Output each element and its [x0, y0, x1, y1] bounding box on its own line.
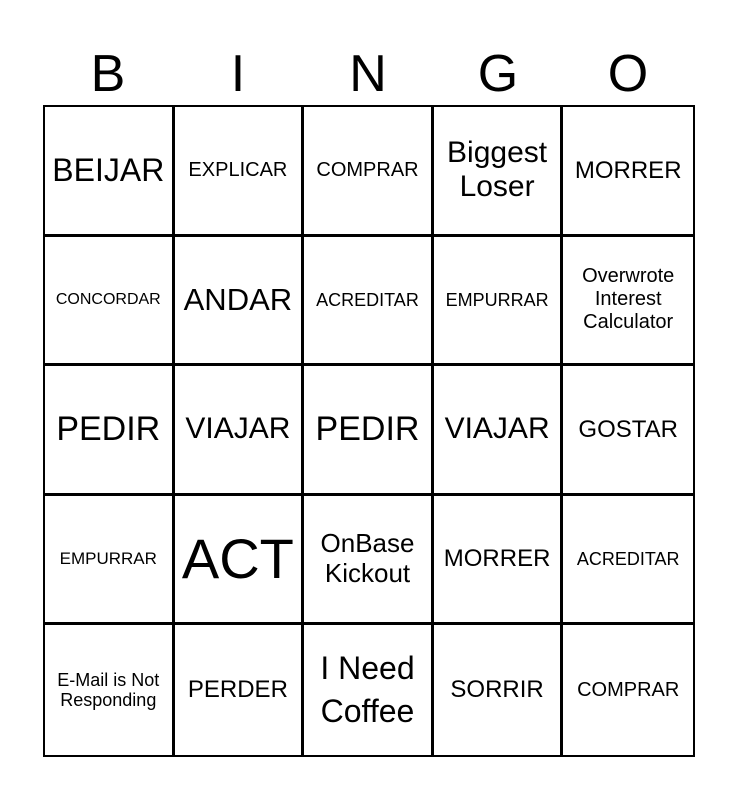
bingo-cell[interactable] — [304, 366, 434, 496]
header-letter-g: G — [477, 45, 519, 103]
bingo-cell[interactable] — [304, 496, 434, 626]
cell-label: EMPURRAR — [445, 289, 549, 310]
cell-label: GOSTAR — [578, 415, 678, 443]
cell-label: OnBase Kickout — [320, 528, 415, 589]
cell-label: COMPRAR — [577, 678, 680, 701]
cell-label: ACREDITAR — [576, 548, 680, 569]
cell-label: ACREDITAR — [316, 289, 419, 310]
bingo-cell[interactable] — [175, 496, 305, 626]
cell-label: BEIJAR — [52, 151, 165, 188]
cell-label: ACT — [181, 527, 294, 591]
cell-label: EMPURRAR — [59, 549, 157, 569]
bingo-cell[interactable] — [175, 107, 305, 237]
bingo-cell[interactable] — [175, 237, 305, 367]
cell-label: VIAJAR — [185, 412, 291, 446]
bingo-cell[interactable] — [45, 496, 175, 626]
cell-label: Overwrote Interest Calculator — [582, 265, 675, 334]
header-letter-b: B — [90, 45, 126, 103]
bingo-card-grid — [43, 105, 695, 757]
cell-label: I Need Coffee — [320, 650, 415, 730]
cell-label: EXPLICAR — [188, 158, 288, 181]
bingo-header — [43, 44, 693, 104]
bingo-cell[interactable] — [304, 107, 434, 237]
bingo-cell[interactable] — [45, 237, 175, 367]
cell-label: MORRER — [574, 156, 682, 184]
cell-label: ANDAR — [183, 282, 293, 318]
bingo-cell[interactable] — [434, 237, 564, 367]
cell-label: PEDIR — [56, 410, 161, 449]
bingo-cell[interactable] — [563, 366, 693, 496]
bingo-cell[interactable] — [563, 625, 693, 755]
bingo-cell[interactable] — [563, 496, 693, 626]
cell-label: Biggest Loser — [447, 135, 548, 204]
cell-label: SORRIR — [450, 676, 544, 704]
cell-label: E-Mail is Not Responding — [57, 669, 160, 711]
bingo-cell[interactable] — [304, 625, 434, 755]
header-letter-n: N — [349, 45, 387, 103]
bingo-cell[interactable] — [175, 625, 305, 755]
header-letter-o: O — [607, 45, 649, 103]
bingo-cell[interactable] — [563, 237, 693, 367]
bingo-cell[interactable] — [45, 366, 175, 496]
bingo-cell[interactable] — [434, 625, 564, 755]
bingo-cell[interactable] — [563, 107, 693, 237]
cell-label: VIAJAR — [444, 412, 550, 446]
bingo-cell[interactable] — [434, 496, 564, 626]
cell-label: PEDIR — [315, 410, 420, 449]
bingo-cell[interactable] — [304, 237, 434, 367]
bingo-cell[interactable] — [45, 625, 175, 755]
bingo-cell[interactable] — [45, 107, 175, 237]
bingo-cell[interactable] — [175, 366, 305, 496]
bingo-cell[interactable] — [434, 366, 564, 496]
cell-label: MORRER — [443, 545, 551, 573]
cell-label: PERDER — [187, 676, 288, 704]
cell-label: COMPRAR — [316, 158, 419, 181]
cell-label: CONCORDAR — [55, 290, 161, 308]
bingo-cell[interactable] — [434, 107, 564, 237]
header-letter-i: I — [230, 45, 246, 103]
